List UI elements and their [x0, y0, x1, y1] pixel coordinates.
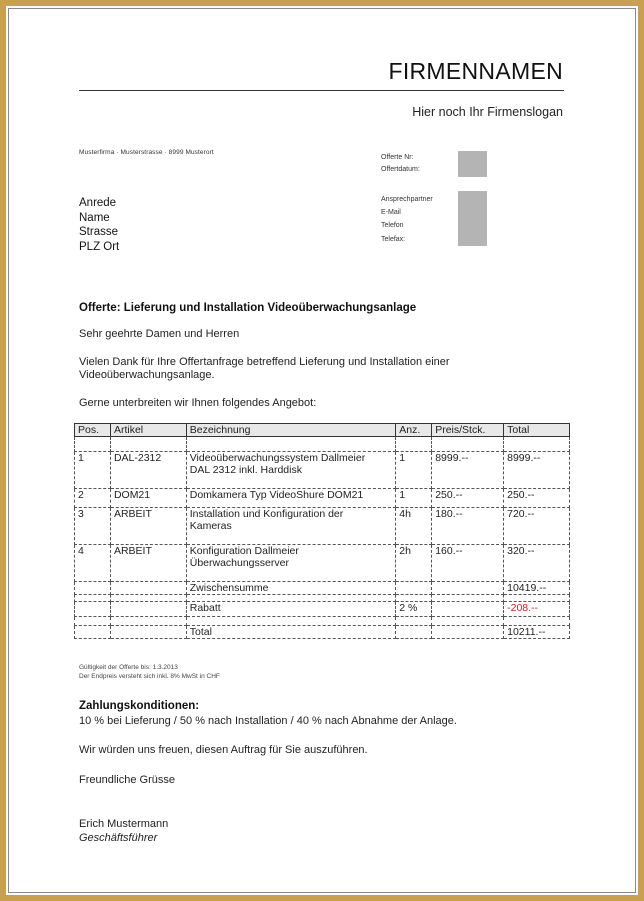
- row-total: 250.--: [504, 489, 570, 508]
- row-total: 8999.--: [504, 452, 570, 489]
- row-qty: 4h: [396, 508, 432, 545]
- row-description: [186, 452, 396, 489]
- header-description: Bezeichnung: [186, 424, 396, 437]
- row-qty: 1: [396, 489, 432, 508]
- row-description: [186, 489, 396, 508]
- company-slogan: Hier noch Ihr Firmenslogan: [412, 105, 563, 119]
- row-desc-line2: Kameras: [189, 520, 232, 532]
- recipient-street: Strasse: [79, 226, 118, 238]
- table-row: [75, 489, 570, 508]
- header-rule: [79, 90, 564, 91]
- offer-placeholder-box: [458, 151, 487, 177]
- subtotal-row: [75, 582, 570, 595]
- row-total: 720.--: [504, 508, 570, 545]
- subtotal-value: 10419.--: [504, 582, 570, 595]
- row-desc-line1: Konfiguration Dallmeier: [189, 545, 299, 557]
- recipient-salutation: Anrede: [79, 197, 117, 209]
- header-total: Total: [504, 424, 570, 437]
- table-header-row: [75, 424, 570, 437]
- row-desc-line1: Installation und Konfiguration der: [189, 508, 344, 520]
- header-article: Artikel: [110, 424, 186, 437]
- payment-terms-title: Zahlungskonditionen:: [79, 700, 200, 712]
- row-article: ARBEIT: [110, 508, 186, 545]
- total-label: Total: [186, 626, 396, 639]
- row-pos: 1: [75, 452, 111, 489]
- phone-label: Telefon: [381, 222, 404, 229]
- contact-label: Ansprechpartner: [381, 196, 433, 203]
- header-pos: Pos.: [75, 424, 111, 437]
- row-article: DOM21: [110, 489, 186, 508]
- discount-qty: 2 %: [396, 602, 432, 617]
- offer-date-label: Offertdatum:: [381, 166, 420, 173]
- letter-intro-line1: Vielen Dank für Ihre Offertanfrage betreffend Lieferung und Installation einer: [79, 356, 450, 368]
- validity-note: Gültigkeit der Offerte bis: 1.3.2013: [79, 664, 178, 671]
- row-desc-line2: Überwachungsserver: [189, 557, 289, 569]
- letter-intro-line2: Videoüberwachungsanlage.: [79, 369, 215, 381]
- row-desc-line1: Domkamera Typ VideoShure DOM21: [189, 489, 364, 501]
- offer-intro: Gerne unterbreiten wir Ihnen folgendes Angebot:: [79, 397, 317, 409]
- row-description: [186, 508, 396, 545]
- table-spacer-row: [75, 437, 570, 452]
- signer-name: Erich Mustermann: [79, 818, 169, 830]
- fax-label: Telefax:: [381, 236, 406, 243]
- offer-no-label: Offerte Nr:: [381, 154, 414, 161]
- vat-note: Der Endpreis versteht sich inkl. 8% MwSt in CHF: [79, 673, 220, 680]
- total-value: 10211.--: [504, 626, 570, 639]
- row-desc-line2: DAL 2312 inkl. Harddisk: [189, 464, 302, 476]
- table-row: [75, 452, 570, 489]
- row-price: 250.--: [432, 489, 504, 508]
- contact-placeholder-box: [458, 191, 487, 246]
- row-description: [186, 545, 396, 582]
- discount-label: Rabatt: [186, 602, 396, 617]
- closing-line: Wir würden uns freuen, diesen Auftrag für Sie auszuführen.: [79, 744, 368, 756]
- recipient-address: [79, 196, 119, 254]
- header-qty: Anz.: [396, 424, 432, 437]
- sender-line: Musterfirma · Musterstrasse · 8999 Musterort: [79, 149, 214, 156]
- row-price: 8999.--: [432, 452, 504, 489]
- row-total: 320.--: [504, 545, 570, 582]
- row-article: ARBEIT: [110, 545, 186, 582]
- letter-greeting: Sehr geehrte Damen und Herren: [79, 328, 240, 340]
- offer-table: [74, 423, 570, 639]
- discount-row: [75, 602, 570, 617]
- signer-role: Geschäftsführer: [79, 832, 158, 844]
- row-desc-line1: Videoüberwachungssystem Dallmeier: [189, 452, 366, 464]
- header-unit-price: Preis/Stck.: [432, 424, 504, 437]
- letter-intro: [79, 356, 450, 382]
- closing-regards: Freundliche Grüsse: [79, 774, 175, 786]
- table-row: [75, 508, 570, 545]
- recipient-city: PLZ Ort: [79, 240, 120, 253]
- row-pos: 2: [75, 489, 111, 508]
- row-price: 180.--: [432, 508, 504, 545]
- email-label: E-Mail: [381, 209, 401, 216]
- table-spacer-row: [75, 617, 570, 626]
- table-spacer-row: [75, 595, 570, 602]
- table-row: [75, 545, 570, 582]
- recipient-name: Name: [79, 211, 110, 224]
- total-row: [75, 626, 570, 639]
- subtotal-label: Zwischensumme: [186, 582, 396, 595]
- row-pos: 4: [75, 545, 111, 582]
- company-name: FIRMENNAMEN: [388, 58, 563, 84]
- row-article: DAL-2312: [110, 452, 186, 489]
- payment-terms-text: 10 % bei Lieferung / 50 % nach Installation / 40 % nach Abnahme der Anlage.: [79, 715, 457, 727]
- row-pos: 3: [75, 508, 111, 545]
- discount-value: -208.--: [504, 602, 570, 617]
- letter-subject: Offerte: Lieferung und Installation Videoüberwachungsanlage: [79, 302, 417, 314]
- row-qty: 2h: [396, 545, 432, 582]
- row-qty: 1: [396, 452, 432, 489]
- row-price: 160.--: [432, 545, 504, 582]
